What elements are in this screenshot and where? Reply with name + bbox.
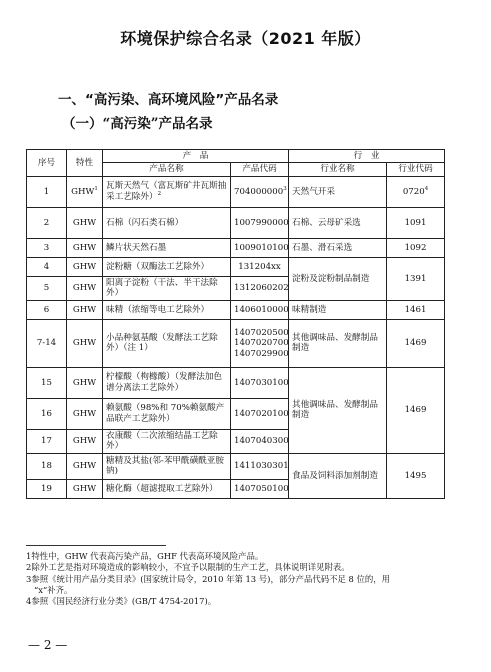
row-feature: GHW [67, 276, 103, 300]
row-product-code [231, 319, 289, 367]
row-seq: 6 [27, 300, 67, 319]
row-industry-code: 1495 [387, 453, 445, 498]
subsection-heading: （一）“高污染”产品名录 [62, 116, 213, 132]
row-industry-name: 食品及饲料添加剂制造 [289, 453, 387, 498]
row-product-code: 1407020100 [231, 398, 289, 429]
row-industry-name: 淀粉及淀粉制品制造 [289, 257, 387, 300]
footnote-divider [26, 545, 166, 546]
product-code-line: 1407029900 [234, 348, 289, 359]
row-industry-name: 其他调味品、发酵制品制造 [289, 319, 387, 367]
row-product-name: 衣康酸（二次浓缩结晶工艺除外） [103, 429, 231, 453]
row-feature: GHW [67, 398, 103, 429]
row-seq: 18 [27, 453, 67, 479]
footnote-ref: 4 [424, 185, 429, 192]
row-product-name: 淀粉糖（双酶法工艺除外） [103, 257, 231, 276]
table-row [27, 176, 445, 207]
document-title: 环境保护综合名录（2021 年版） [120, 29, 371, 48]
row-industry-code: 1461 [387, 300, 445, 319]
row-industry-code: 1469 [387, 319, 445, 367]
row-product-code: 1407050100 [231, 479, 289, 498]
row-product-name: 鳞片状天然石墨 [103, 238, 231, 257]
footnote-ref: 3 [283, 185, 287, 192]
header-feature: 特性 [67, 150, 103, 177]
row-feature: GHW [67, 367, 103, 398]
row-industry-name: 石棉、云母矿采选 [289, 207, 387, 238]
row-seq: 19 [27, 479, 67, 498]
row-product-name: 瓦斯天然气（富瓦斯矿井瓦斯抽采工艺除外）$^2$ [103, 176, 231, 207]
page-number: — 2 — [28, 638, 68, 652]
row-seq: 2 [27, 207, 67, 238]
product-code-line: 1407020500 [234, 327, 289, 338]
header-product: 产 品 [103, 150, 289, 163]
row-seq: 16 [27, 398, 67, 429]
table-row [27, 238, 445, 257]
row-feature: GHW [67, 319, 103, 367]
row-seq: 5 [27, 276, 67, 300]
table-row [27, 367, 445, 398]
header-industry-code: 行业代码 [387, 163, 445, 176]
row-industry-code: 1092 [387, 238, 445, 257]
row-industry-name: 味精制造 [289, 300, 387, 319]
footnote-3-continued: “x”补齐。 [34, 585, 73, 596]
row-product-name: 味精（浓缩等电工艺除外） [103, 300, 231, 319]
row-feature: GHW$^1$ [67, 176, 103, 207]
row-seq: 1 [27, 176, 67, 207]
row-product-name: 柠檬酸（枸橼酸）（发酵法加色谱分离法工艺除外） [103, 367, 231, 398]
product-catalog-table [26, 149, 445, 499]
row-feature: GHW [67, 207, 103, 238]
header-product-name: 产品名称 [103, 163, 231, 176]
row-product-code: 704000000$^3$ [231, 176, 289, 207]
table-row [27, 257, 445, 276]
product-code-line: 1407020700 [234, 338, 289, 349]
footnote-3: 3参照《统计用产品分类目录》(国家统计局令，2010 年第 13 号)，部分产品代码不足 8 位的，用 [26, 573, 390, 584]
row-product-name: 小品种氨基酸（发酵法工艺除外）（注 1） [103, 319, 231, 367]
footnote-ref: 2 [157, 191, 162, 198]
row-product-code: 1009010100 [231, 238, 289, 257]
row-seq: 3 [27, 238, 67, 257]
footnotes [26, 551, 456, 608]
row-product-code: 1007990000 [231, 207, 289, 238]
row-feature: GHW [67, 300, 103, 319]
row-seq: 7-14 [27, 319, 67, 367]
row-industry-name: 其他调味品、发酵制品制造 [289, 367, 387, 453]
row-industry-code: 1391 [387, 257, 445, 300]
row-industry-name: 石墨、滑石采选 [289, 238, 387, 257]
row-feature: GHW [67, 453, 103, 479]
row-product-name: 阳离子淀粉（干法、半干法除外） [103, 276, 231, 300]
row-seq: 15 [27, 367, 67, 398]
header-product-code: 产品代码 [231, 163, 289, 176]
table-row [27, 319, 445, 367]
row-feature: GHW [67, 257, 103, 276]
row-product-code: 1406010000 [231, 300, 289, 319]
row-product-name: 糖精及其盐(邻-苯甲酰磺酰亚胺钠) [103, 453, 231, 479]
row-product-code: 1407040300 [231, 429, 289, 453]
row-product-code: 131204xx [231, 257, 289, 276]
row-feature: GHW [67, 479, 103, 498]
row-industry-code: 1469 [387, 367, 445, 453]
section-heading: 一、“高污染、高环境风险”产品名录 [58, 92, 279, 108]
row-feature: GHW [67, 429, 103, 453]
row-industry-code: 1091 [387, 207, 445, 238]
row-industry-name: 天然气开采 [289, 176, 387, 207]
footnote-ref: 1 [94, 185, 98, 192]
footnote-2: 2除外工艺是指对环境造成的影响较小，不宜予以限制的生产工艺，具体说明详见附表。 [26, 562, 350, 573]
header-industry-name: 行业名称 [289, 163, 387, 176]
footnote-1: 1特性中，GHW 代表高污染产品，GHF 代表高环境风险产品。 [26, 551, 264, 561]
row-product-code: 1411030301 [231, 453, 289, 479]
row-product-code: 1312060202 [231, 276, 289, 300]
table-row [27, 300, 445, 319]
table-row [27, 453, 445, 479]
table-row [27, 207, 445, 238]
row-seq: 17 [27, 429, 67, 453]
row-product-name: 糖化酶（超滤提取工艺除外） [103, 479, 231, 498]
header-industry: 行 业 [289, 150, 445, 163]
row-industry-code: 0720$^4$ [387, 176, 445, 207]
table-header-row [27, 150, 445, 163]
row-seq: 4 [27, 257, 67, 276]
row-product-name: 石棉（闪石类石棉） [103, 207, 231, 238]
header-seq: 序号 [27, 150, 67, 177]
row-feature: GHW [67, 238, 103, 257]
row-product-name: 赖氨酸（98%和 70%赖氨酸产品联产工艺除外） [103, 398, 231, 429]
row-product-code: 1407030100 [231, 367, 289, 398]
footnote-4: 4参照《国民经济行业分类》(GB/T 4754-2017)。 [26, 596, 217, 607]
